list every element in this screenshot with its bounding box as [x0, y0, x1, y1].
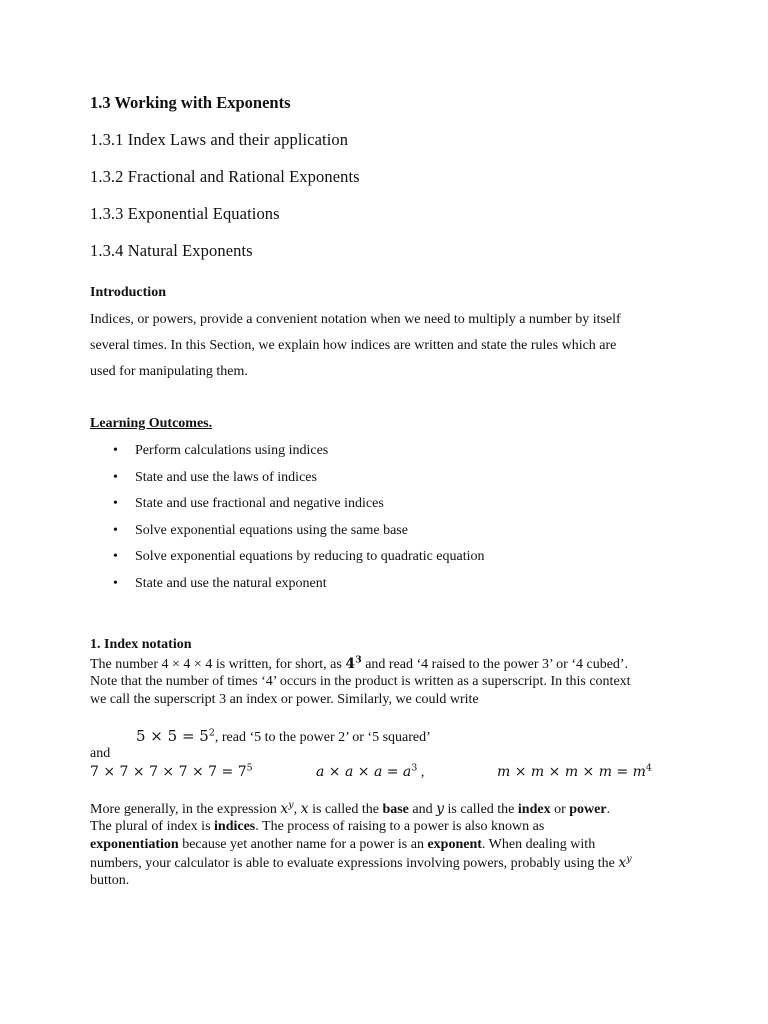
subsection-4: 1.3.4 Natural Exponents — [90, 241, 253, 260]
subsection-1: 1.3.1 Index Laws and their application — [90, 130, 349, 149]
equation-five-squared: $5 \times 5 = 5^2$, read ‘5 to the power 2’ or ‘5 squared’ — [136, 727, 431, 745]
bullet-icon: • — [113, 469, 118, 485]
equation-a-cubed: $a \times a \times a = a^3$ , — [316, 762, 425, 780]
equation-m-power-four: $m \times m \times m \times m = m^4$ — [497, 762, 652, 780]
learning-outcomes-title: Learning Outcomes. — [90, 416, 213, 431]
bullet-icon: • — [113, 522, 118, 538]
introduction-line-3: used for manipulating them. — [90, 364, 248, 379]
index-notation-line-1: The number 4 × 4 × 4 is written, for short, as $4^3$ and read ‘4 raised to the power 3’ or ‘4 cubed’. — [90, 654, 629, 672]
list-item: • State and use fractional and negative indices — [113, 496, 384, 511]
section-heading: 1.3 Working with Exponents — [90, 93, 291, 112]
list-item: • Perform calculations using indices — [113, 443, 329, 458]
general-line-5: button. — [90, 873, 130, 888]
bullet-icon: • — [113, 549, 118, 564]
introduction-line-2: several times. In this Section, we explain how indices are written and state the rules which are — [90, 338, 617, 353]
list-item: • State and use the natural exponent — [113, 575, 327, 591]
index-notation-line-2: Note that the number of times ‘4’ occurs in the product is written as a superscript. In this context — [90, 674, 631, 689]
index-notation-line-3: we call the superscript 3 an index or power. Similarly, we could write — [90, 692, 479, 707]
introduction-line-1: Indices, or powers, provide a convenient notation when we need to multiply a number by itself — [90, 312, 621, 327]
learning-outcomes-list — [113, 443, 485, 602]
equation-seven-power-five: $7 \times 7 \times 7 \times 7 \times 7 = 7^5$ — [90, 762, 253, 780]
list-item: • State and use the laws of indices — [113, 469, 317, 485]
introduction-title: Introduction — [90, 285, 166, 300]
list-item: • Solve exponential equations by reducing to quadratic equation — [113, 549, 485, 564]
subsection-3: 1.3.3 Exponential Equations — [90, 204, 280, 223]
list-item: • Solve exponential equations using the same base — [113, 522, 408, 538]
bullet-icon: • — [113, 496, 118, 511]
index-notation-title: 1. Index notation — [90, 637, 192, 652]
subsection-2: 1.3.2 Fractional and Rational Exponents — [90, 167, 360, 186]
general-line-3: exponentiation because yet another name for a power is an exponent. When dealing with — [90, 837, 596, 852]
general-line-4: numbers, your calculator is able to evaluate expressions involving powers, probably using the $x^y$ — [90, 853, 632, 871]
general-line-2: The plural of index is indices. The process of raising to a power is also known as — [90, 819, 545, 834]
bullet-icon: • — [113, 443, 118, 458]
general-line-1: More generally, in the expression $x^y$, x is called the base and y is called the index or power. — [90, 799, 611, 817]
bullet-icon: • — [113, 575, 118, 591]
and-text: and — [90, 746, 111, 761]
